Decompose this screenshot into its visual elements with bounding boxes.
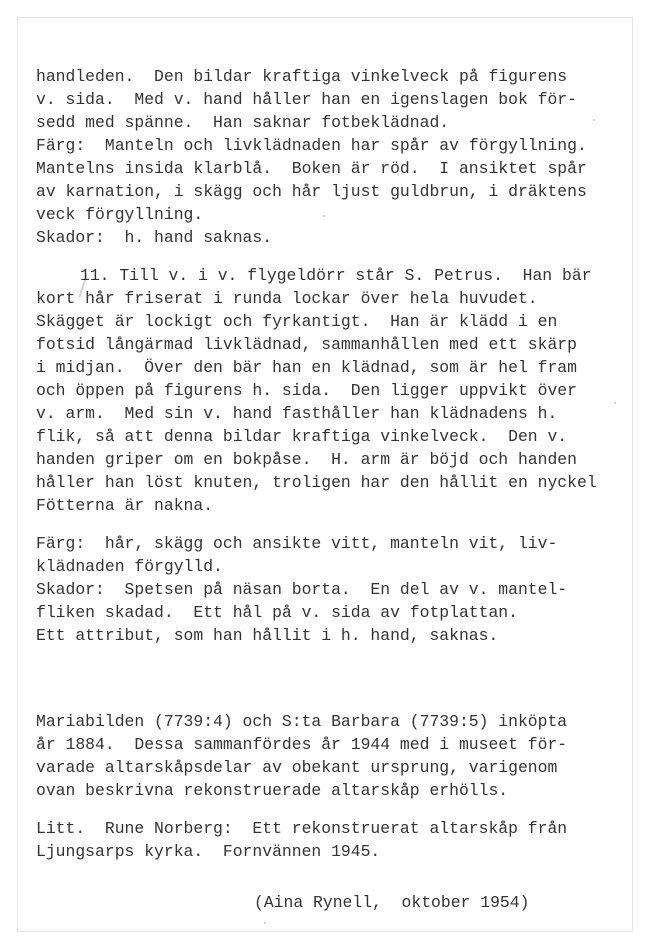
document-line: fliken skadad. Ett hål på v. sida av fotplattan. <box>36 603 518 622</box>
document-line: kort hår friserat i runda lockar över hela huvudet. <box>36 289 538 308</box>
document-line: klädnaden förgylld. <box>36 557 223 576</box>
document-line: håller han löst knuten, troligen har den hållit en nyckel <box>36 473 597 492</box>
document-line: veck förgyllning. <box>36 205 204 224</box>
document-line: och öppen på figurens h. sida. Den ligger uppvikt över <box>36 381 577 400</box>
document-line: handen griper om en bokpåse. H. arm är böjd och handen <box>36 450 577 469</box>
document-line: Mantelns insida klarblå. Boken är röd. I ansiktet spår <box>36 159 587 178</box>
paper-speck <box>614 402 616 404</box>
document-line: 11. Till v. i v. flygeldörr står S. Petrus. Han bär <box>80 266 592 285</box>
document-line: Ett attribut, som han hållit i h. hand, saknas. <box>36 626 499 645</box>
document-line: i midjan. Över den bär han en klädnad, som är hel fram <box>36 358 577 377</box>
paper-speck <box>593 119 595 121</box>
document-line: Skador: Spetsen på näsan borta. En del av v. mantel- <box>36 580 568 599</box>
document-line: Skador: h. hand saknas. <box>36 228 273 247</box>
document-line: sedd med spänne. Han saknar fotbeklädnad. <box>36 113 450 132</box>
document-line: v. sida. Med v. hand håller han en igenslagen bok för- <box>36 90 577 109</box>
document-line: Färg: hår, skägg och ansikte vitt, manteln vit, liv- <box>36 534 558 553</box>
document-line: handleden. Den bildar kraftiga vinkelveck på figurens <box>36 67 568 86</box>
document-line: v. arm. Med sin v. hand fasthåller han klädnadens h. <box>36 404 558 423</box>
document-line: Litt. Rune Norberg: Ett rekonstruerat altarskåp från <box>36 819 568 838</box>
document-line: av karnation, i skägg och hår ljust guldbrun, i dräktens <box>36 182 587 201</box>
document-card <box>18 18 632 931</box>
document-line: fotsid långärmad livklädnad, sammanhållen med ett skärp <box>36 335 577 354</box>
paper-speck <box>323 215 325 217</box>
document-line: Skägget är lockigt och fyrkantigt. Han är klädd i en <box>36 312 558 331</box>
document-line: år 1884. Dessa sammanfördes år 1944 med i museet för- <box>36 735 568 754</box>
document-line: ovan beskrivna rekonstruerade altarskåp erhölls. <box>36 781 509 800</box>
paper-speck <box>264 922 266 924</box>
document-line: varade altarskåpsdelar av obekant ursprung, varigenom <box>36 758 558 777</box>
document-line: Mariabilden (7739:4) och S:ta Barbara (7739:5) inköpta <box>36 712 568 731</box>
document-line: Ljungsarps kyrka. Fornvännen 1945. <box>36 842 381 861</box>
document-line: (Aina Rynell, oktober 1954) <box>254 893 530 912</box>
document-line: flik, så att denna bildar kraftiga vinkelveck. Den v. <box>36 427 568 446</box>
document-line: Färg: Manteln och livklädnaden har spår av förgyllning. <box>36 136 587 155</box>
document-line: Fötterna är nakna. <box>36 496 214 515</box>
